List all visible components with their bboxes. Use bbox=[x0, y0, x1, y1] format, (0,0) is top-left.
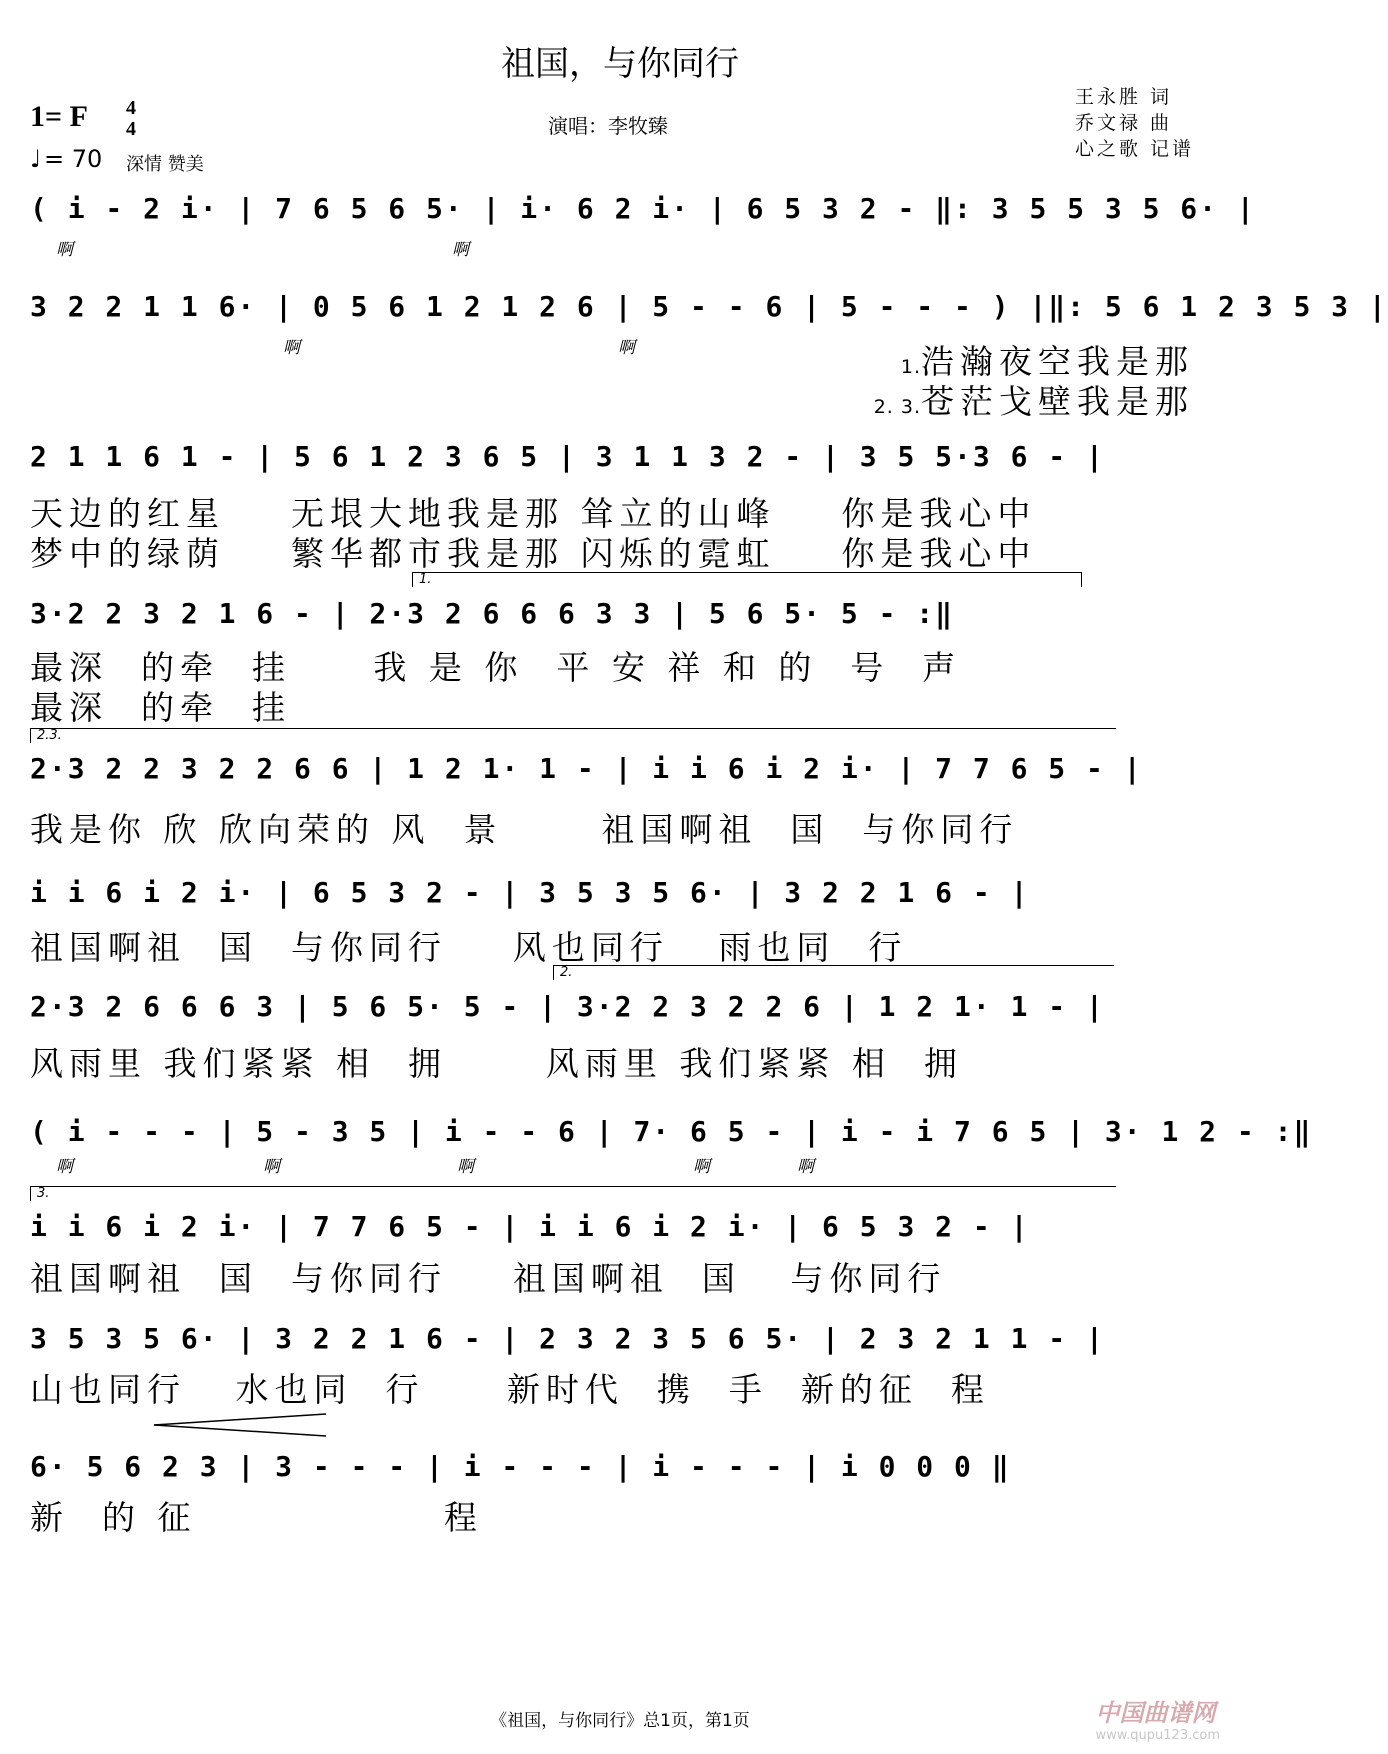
ah-syllable: 啊 bbox=[797, 1157, 814, 1177]
page-footer: 《祖国，与你同行》总1页，第1页 bbox=[490, 1711, 750, 1731]
score-row-4: 3·2 2 3 2 1 6 - | 2·3 2 6 6 6 3 3 | 5 6 5· 5 - :‖ bbox=[30, 597, 955, 630]
quarter-note-icon: ♩ bbox=[30, 145, 42, 173]
ah-syllable: 啊 bbox=[457, 1157, 474, 1177]
lyric-line: 最深 的牵 挂 我 是 你 平 安 祥 和 的 号 声 bbox=[30, 648, 962, 687]
ah-syllable: 啊 bbox=[283, 338, 300, 358]
tempo-marking bbox=[30, 145, 102, 173]
volta-number: 3. bbox=[37, 1186, 50, 1201]
ah-syllable: 啊 bbox=[693, 1157, 710, 1177]
time-signature bbox=[126, 98, 136, 140]
volta-bracket bbox=[30, 1186, 1116, 1201]
watermark-name: 中国曲谱网 bbox=[1095, 1699, 1216, 1727]
watermark-url: www.qupu123.com bbox=[1095, 1728, 1220, 1743]
lyric-line: 祖国啊祖 国 与你同行 祖国啊祖 国 与你同行 bbox=[30, 1259, 947, 1298]
score-row-11: 6· 5 6 2 3 | 3 - - - | i - - - | i - - - | i 0 0 0 ‖ bbox=[30, 1450, 1011, 1483]
ah-syllable: 啊 bbox=[56, 240, 73, 260]
volta-bracket bbox=[553, 965, 1114, 980]
site-watermark bbox=[1095, 1693, 1220, 1743]
volta-bracket bbox=[412, 572, 1082, 587]
score-row-5: 2·3 2 2 3 2 2 6 6 | 1 2 1· 1 - | i i 6 i 2 i· | 7 7 6 5 - | bbox=[30, 752, 1143, 785]
transcriber-credit: 心之歌 记谱 bbox=[1075, 138, 1195, 160]
ah-syllable: 啊 bbox=[452, 240, 469, 260]
lyric-line: 山也同行 水也同 行 新时代 携 手 新的征 程 bbox=[30, 1370, 990, 1409]
lyric-line: 新 的 征 程 bbox=[30, 1498, 483, 1537]
score-row-1: ( i - 2 i· | 7 6 5 6 5· | i· 6 2 i· | 6 5 3 2 - ‖: 3 5 5 3 5 6· | bbox=[30, 192, 1256, 225]
lyric-line: 我是你 欣 欣向荣的 风 景 祖国啊祖 国 与你同行 bbox=[30, 810, 1019, 849]
score-row-10: 3 5 3 5 6· | 3 2 2 1 6 - | 2 3 2 3 5 6 5· | 2 3 2 1 1 - | bbox=[30, 1322, 1105, 1355]
verse-text: 浩瀚夜空我是那 bbox=[921, 342, 1194, 381]
verse-number: 2. 3. bbox=[873, 396, 921, 418]
lyricist-credit: 王永胜 词 bbox=[1075, 86, 1173, 108]
volta-bracket bbox=[30, 728, 1116, 743]
score-row-3: 2 1 1 6 1 - | 5 6 1 2 3 6 5 | 3 1 1 3 2 - | 3 5 5·3 6 - | bbox=[30, 440, 1105, 473]
volta-number: 2. bbox=[560, 965, 573, 980]
lyric-line: 最深 的牵 挂 bbox=[30, 688, 291, 727]
score-row-7: 2·3 2 6 6 6 3 | 5 6 5· 5 - | 3·2 2 3 2 2 6 | 1 2 1· 1 - | bbox=[30, 990, 1105, 1023]
lyric-line: 天边的红星 无垠大地我是那 耸立的山峰 你是我心中 bbox=[30, 494, 1037, 533]
ah-syllable: 啊 bbox=[56, 1157, 73, 1177]
tempo-value: = 70 bbox=[44, 145, 103, 173]
time-sig-top: 4 bbox=[126, 97, 136, 119]
singer-credit: 演唱：李牧臻 bbox=[548, 114, 668, 138]
score-row-9: i i 6 i 2 i· | 7 7 6 5 - | i i 6 i 2 i· | 6 5 3 2 - | bbox=[30, 1210, 1030, 1243]
score-row-6: i i 6 i 2 i· | 6 5 3 2 - | 3 5 3 5 6· | 3 2 2 1 6 - | bbox=[30, 876, 1030, 909]
composer-credit: 乔文禄 曲 bbox=[1075, 112, 1173, 134]
crescendo-hairpin bbox=[150, 1410, 330, 1440]
volta-number: 2.3. bbox=[37, 728, 62, 743]
volta-number: 1. bbox=[419, 572, 432, 587]
ah-syllable: 啊 bbox=[618, 338, 635, 358]
lyric-line: 祖国啊祖 国 与你同行 风也同行 雨也同 行 bbox=[30, 928, 908, 967]
score-row-2: 3 2 2 1 1 6· | 0 5 6 1 2 1 2 6 | 5 - - 6 | 5 - - - ) |‖: 5 6 1 2 3 5 3 | bbox=[30, 290, 1388, 323]
song-title: 祖国，与你同行 bbox=[501, 44, 739, 84]
verse-text: 苍茫戈壁我是那 bbox=[921, 382, 1194, 421]
score-row-8: ( i - - - | 5 - 3 5 | i - - 6 | 7· 6 5 - | i - i 7 6 5 | 3· 1 2 - :‖ bbox=[30, 1115, 1313, 1148]
verse-intro-2 bbox=[874, 376, 1194, 423]
lyric-line: 风雨里 我们紧紧 相 拥 风雨里 我们紧紧 相 拥 bbox=[30, 1044, 963, 1083]
ah-syllable: 啊 bbox=[263, 1157, 280, 1177]
key-signature: 1= F bbox=[30, 100, 88, 133]
expression-marking: 深情 赞美 bbox=[126, 154, 204, 175]
verse-number: 1. bbox=[900, 356, 921, 378]
time-sig-bottom: 4 bbox=[126, 118, 136, 140]
lyric-line: 梦中的绿荫 繁华都市我是那 闪烁的霓虹 你是我心中 bbox=[30, 534, 1037, 573]
